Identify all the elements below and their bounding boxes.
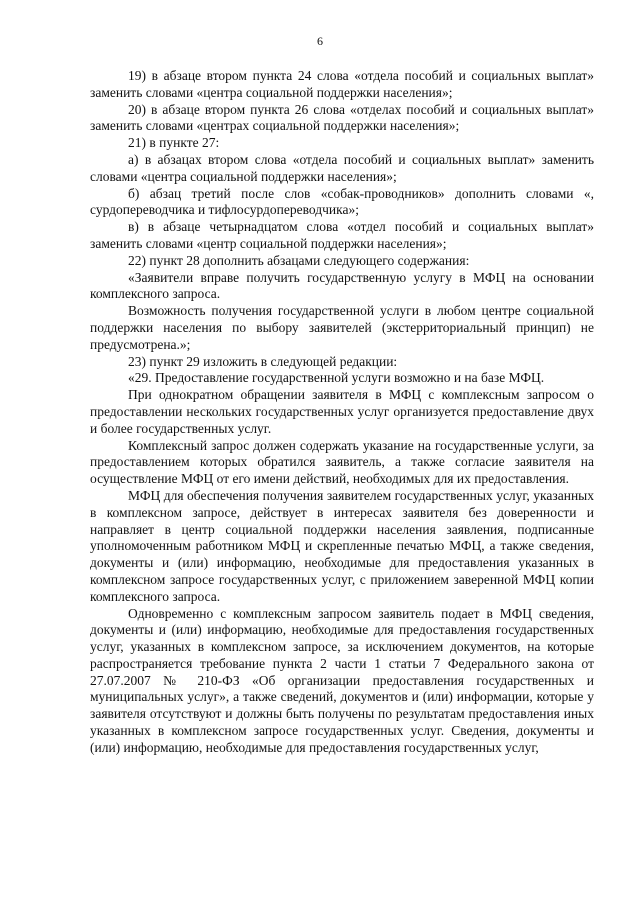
document-body — [90, 68, 594, 757]
paragraph-subitem-b: б) абзац третий после слов «собак-проводников» дополнить словами «, сурдопереводчика и тифлосурдопереводчика»; — [90, 185, 594, 218]
paragraph-single-request: При однократном обращении заявителя в МФЦ с комплексным запросом о предоставлении нескольких государственных услуг организуется предоставление двух и более государственных услуг. — [90, 387, 594, 436]
paragraph-item-21: 21) в пункте 27: — [128, 135, 220, 151]
paragraph-item-19: 19) в абзаце втором пункта 24 слова «отдела пособий и социальных выплат» заменить словами «центра социальной поддержки населения»; — [90, 68, 594, 100]
paragraph-simultaneous-submission: Одновременно с комплексным запросом заявитель подает в МФЦ сведения, документы и (или) информацию, необходимые для предоставления государственных услуг, указанных в комплексном запросе, за исключением документов, на которые распространяется требование пункта 2 части 1 статьи 7 Федерального закона от 27.07.2007 № 210-ФЗ «Об организации предоставления государственных и муниципальных услуг», а также сведений, документов и (или) информации, которые у заявителя отсутствуют и должны быть получены по результатам предоставления иных указанных в комплексном запросе государственных услуг. Сведения, документы и (или) информацию, необходимые для предоставления государственных услуг, — [90, 605, 594, 755]
paragraph-mfc-provision: МФЦ для обеспечения получения заявителем государственных услуг, указанных в комплексном запросе, действует в интересах заявителя без доверенности и направляет в центр социальной поддержки населения заявления, подписанные уполномоченным работником МФЦ и скрепленные печатью МФЦ, а также сведения, документы и (или) информацию, необходимые для предоставления указанных в комплексном запросе государственных услуг, с приложением заверенной МФЦ копии комплексного запроса. — [90, 487, 594, 604]
paragraph-complex-request: Комплексный запрос должен содержать указание на государственные услуги, за предоставлением которых обратился заявитель, а также согласие заявителя на осуществление МФЦ от его имени действий, необходимых для их предоставления. — [90, 437, 594, 487]
paragraph-item-22: 22) пункт 28 дополнить абзацами следующего содержания: — [128, 252, 470, 268]
paragraph-quote-extraterritorial: Возможность получения государственной услуги в любом центре социальной поддержки населения по выбору заявителей (экстерриториальный принцип) не предусмотрена.»; — [90, 303, 594, 352]
paragraph-point-29: «29. Предоставление государственной услуги возможно и на базе МФЦ. — [128, 370, 545, 386]
page-number: 6 — [317, 34, 323, 48]
paragraph-quote-applicants: «Заявители вправе получить государственную услугу в МФЦ на основании комплексного запроса. — [90, 269, 594, 302]
paragraph-item-20: 20) в абзаце втором пункта 26 слова «отделах пособий и социальных выплат» заменить словами «центрах социальной поддержки населения»; — [90, 101, 594, 134]
paragraph-item-23: 23) пункт 29 изложить в следующей редакции: — [128, 353, 398, 369]
paragraph-subitem-a: а) в абзацах втором слова «отдела пособий и социальных выплат» заменить словами «центра социальной поддержки населения»; — [90, 151, 594, 184]
paragraph-subitem-v: в) в абзаце четырнадцатом слова «отдел пособий и социальных выплат» заменить словами «центр социальной поддержки населения»; — [90, 219, 594, 251]
